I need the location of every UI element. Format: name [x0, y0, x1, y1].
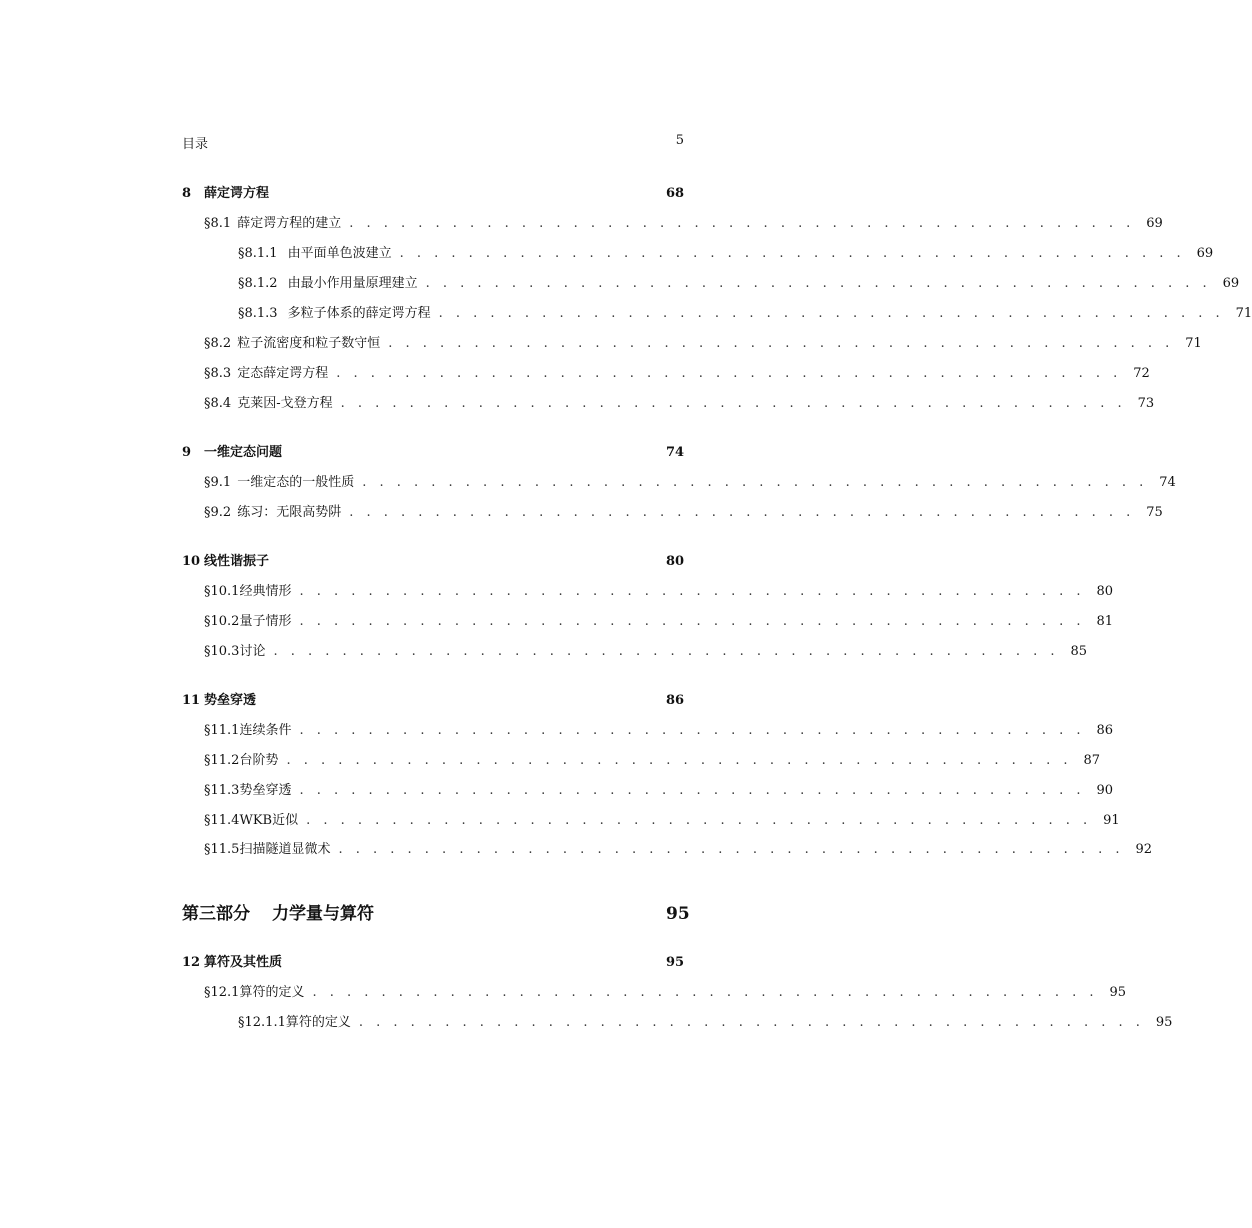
entry-page: 87: [1083, 753, 1101, 768]
entry-number: §11.3: [204, 783, 240, 798]
header-title: 目录: [182, 137, 209, 152]
entry-number: §8.1.2: [238, 276, 278, 291]
toc-chapter-entry[interactable]: [182, 550, 684, 570]
toc-section-entry[interactable]: [182, 640, 1088, 660]
entry-title: 薛定谔方程: [204, 186, 270, 201]
entry-number: §10.3: [204, 644, 240, 659]
entry-page: 74: [666, 445, 685, 460]
toc-section-entry[interactable]: [182, 471, 1176, 491]
entry-title: 一维定态的一般性质: [237, 475, 355, 490]
dot-leader: . . . . . . . . . . . . . . . . . . . . . . . . . . . . . . . . . . . . . . . . . . . . . .: [358, 1015, 1145, 1030]
entry-page: 81: [1096, 614, 1114, 629]
entry-number: §12.1: [204, 985, 240, 1000]
entry-page: 95: [666, 904, 690, 924]
entry-page: 90: [1096, 783, 1114, 798]
entry-title: WKB近似: [239, 813, 299, 828]
entry-number: §8.3: [204, 366, 232, 381]
toc-chapter-entry[interactable]: [182, 689, 684, 709]
entry-page: 71: [1185, 336, 1202, 351]
header-page-number: 5: [675, 133, 684, 148]
entry-number: §11.4: [204, 813, 240, 828]
dot-leader: . . . . . . . . . . . . . . . . . . . . . . . . . . . . . . . . . . . . . . . . . . . . . .: [338, 842, 1125, 857]
entry-title: 力学量与算符: [272, 904, 374, 924]
entry-title: 经典情形: [239, 584, 292, 599]
entry-number: §10.1: [204, 584, 240, 599]
entry-title: 势垒穿透: [204, 693, 257, 708]
entry-title: 练习：无限高势阱: [237, 505, 342, 520]
entry-title: 算符及其性质: [204, 955, 283, 970]
entry-title: 克莱因-戈登方程: [237, 396, 333, 411]
toc-subsection-entry[interactable]: [182, 1011, 1173, 1031]
entry-page: 85: [1070, 644, 1088, 659]
entry-title: 粒子流密度和粒子数守恒: [237, 336, 381, 351]
entry-page: 75: [1146, 505, 1163, 520]
toc-section-entry[interactable]: [182, 749, 1101, 769]
entry-title: 线性谐振子: [204, 554, 270, 569]
toc-section-entry[interactable]: [182, 212, 1163, 232]
dot-leader: . . . . . . . . . . . . . . . . . . . . . . . . . . . . . . . . . . . . . . . . . . . . . .: [425, 276, 1212, 291]
entry-page: 95: [1155, 1015, 1173, 1030]
toc-section-entry[interactable]: [182, 362, 1150, 382]
dot-leader: . . . . . . . . . . . . . . . . . . . . . . . . . . . . . . . . . . . . . . . . . . . . . .: [306, 813, 1092, 828]
entry-title: 台阶势: [239, 753, 279, 768]
entry-title: 量子情形: [239, 614, 292, 629]
entry-number: §12.1.1: [238, 1015, 286, 1030]
toc-section-entry[interactable]: [182, 392, 1155, 412]
entry-page: 71: [1235, 306, 1252, 321]
toc-section-entry[interactable]: [182, 981, 1127, 1001]
toc-subsection-entry[interactable]: [182, 272, 1240, 292]
entry-title: 势垒穿透: [239, 783, 292, 798]
dot-leader: . . . . . . . . . . . . . . . . . . . . . . . . . . . . . . . . . . . . . . . . . . . . . .: [349, 216, 1135, 231]
entry-number: §10.2: [204, 614, 240, 629]
entry-number: §9.2: [204, 505, 232, 520]
running-header: [182, 133, 684, 152]
entry-title: 讨论: [239, 644, 266, 659]
dot-leader: . . . . . . . . . . . . . . . . . . . . . . . . . . . . . . . . . . . . . . . . . . . . . .: [299, 614, 1086, 629]
entry-page: 91: [1103, 813, 1120, 828]
entry-number: 10: [182, 554, 201, 569]
toc-section-entry[interactable]: [182, 501, 1163, 521]
entry-page: 72: [1133, 366, 1150, 381]
entry-number: §9.1: [204, 475, 232, 490]
toc-chapter-entry[interactable]: [182, 951, 684, 971]
toc-section-entry[interactable]: [182, 838, 1153, 858]
toc-section-entry[interactable]: [182, 580, 1114, 600]
dot-leader: . . . . . . . . . . . . . . . . . . . . . . . . . . . . . . . . . . . . . . . . . . . . . .: [340, 396, 1127, 411]
entry-number: 第三部分: [182, 904, 250, 924]
dot-leader: . . . . . . . . . . . . . . . . . . . . . . . . . . . . . . . . . . . . . . . . . . . . . .: [362, 475, 1148, 490]
entry-page: 86: [666, 693, 685, 708]
dot-leader: . . . . . . . . . . . . . . . . . . . . . . . . . . . . . . . . . . . . . . . . . . . . . .: [299, 783, 1086, 798]
dot-leader: . . . . . . . . . . . . . . . . . . . . . . . . . . . . . . . . . . . . . . . . . . . . . .: [438, 306, 1225, 321]
dot-leader: . . . . . . . . . . . . . . . . . . . . . . . . . . . . . . . . . . . . . . . . . . . . . .: [336, 366, 1122, 381]
entry-number: §8.4: [204, 396, 232, 411]
entry-number: §8.2: [204, 336, 232, 351]
entry-page: 95: [1109, 985, 1127, 1000]
dot-leader: . . . . . . . . . . . . . . . . . . . . . . . . . . . . . . . . . . . . . . . . . . . . . .: [286, 753, 1073, 768]
entry-title: 算符的定义: [239, 985, 305, 1000]
entry-title: 一维定态问题: [204, 445, 283, 460]
entry-page: 74: [1159, 475, 1176, 490]
entry-page: 95: [666, 955, 685, 970]
entry-page: 80: [666, 554, 685, 569]
entry-number: 9: [182, 445, 192, 460]
entry-page: 73: [1137, 396, 1155, 411]
dot-leader: . . . . . . . . . . . . . . . . . . . . . . . . . . . . . . . . . . . . . . . . . . . . . .: [299, 723, 1086, 738]
entry-number: §11.2: [204, 753, 240, 768]
entry-page: 68: [666, 186, 685, 201]
entry-title: 由平面单色波建立: [287, 246, 392, 261]
dot-leader: . . . . . . . . . . . . . . . . . . . . . . . . . . . . . . . . . . . . . . . . . . . . . .: [299, 584, 1086, 599]
entry-number: 11: [182, 693, 201, 708]
entry-page: 69: [1222, 276, 1240, 291]
entry-page: 86: [1096, 723, 1114, 738]
entry-page: 92: [1135, 842, 1153, 857]
entry-title: 连续条件: [239, 723, 292, 738]
toc-section-entry[interactable]: [182, 779, 1114, 799]
entry-title: 定态薛定谔方程: [237, 366, 329, 381]
entry-page: 80: [1096, 584, 1114, 599]
toc-subsection-entry[interactable]: [182, 302, 1252, 322]
toc-chapter-entry[interactable]: [182, 441, 684, 461]
toc-part-entry[interactable]: [182, 899, 690, 924]
toc-section-entry[interactable]: [182, 719, 1114, 739]
entry-number: §8.1: [204, 216, 232, 231]
dot-leader: . . . . . . . . . . . . . . . . . . . . . . . . . . . . . . . . . . . . . . . . . . . . . .: [312, 985, 1099, 1000]
entry-title: 多粒子体系的薛定谔方程: [287, 306, 431, 321]
toc-section-entry[interactable]: [182, 610, 1114, 630]
toc-section-entry[interactable]: [182, 332, 1202, 352]
dot-leader: . . . . . . . . . . . . . . . . . . . . . . . . . . . . . . . . . . . . . . . . . . . . . .: [273, 644, 1060, 659]
entry-number: §11.5: [204, 842, 240, 857]
toc-subsection-entry[interactable]: [182, 242, 1214, 262]
entry-number: §8.1.3: [238, 306, 278, 321]
dot-leader: . . . . . . . . . . . . . . . . . . . . . . . . . . . . . . . . . . . . . . . . . . . . . .: [349, 505, 1135, 520]
entry-title: 薛定谔方程的建立: [237, 216, 342, 231]
dot-leader: . . . . . . . . . . . . . . . . . . . . . . . . . . . . . . . . . . . . . . . . . . . . . .: [399, 246, 1186, 261]
toc-chapter-entry[interactable]: [182, 182, 684, 202]
entry-number: 12: [182, 955, 201, 970]
dot-leader: . . . . . . . . . . . . . . . . . . . . . . . . . . . . . . . . . . . . . . . . . . . . . .: [388, 336, 1174, 351]
entry-title: 扫描隧道显微术: [239, 842, 331, 857]
entry-number: 8: [182, 186, 192, 201]
entry-title: 算符的定义: [285, 1015, 351, 1030]
entry-number: §8.1.1: [238, 246, 278, 261]
toc-section-entry[interactable]: [182, 809, 1120, 829]
entry-title: 由最小作用量原理建立: [287, 276, 418, 291]
entry-number: §11.1: [204, 723, 240, 738]
entry-page: 69: [1196, 246, 1214, 261]
entry-page: 69: [1146, 216, 1163, 231]
